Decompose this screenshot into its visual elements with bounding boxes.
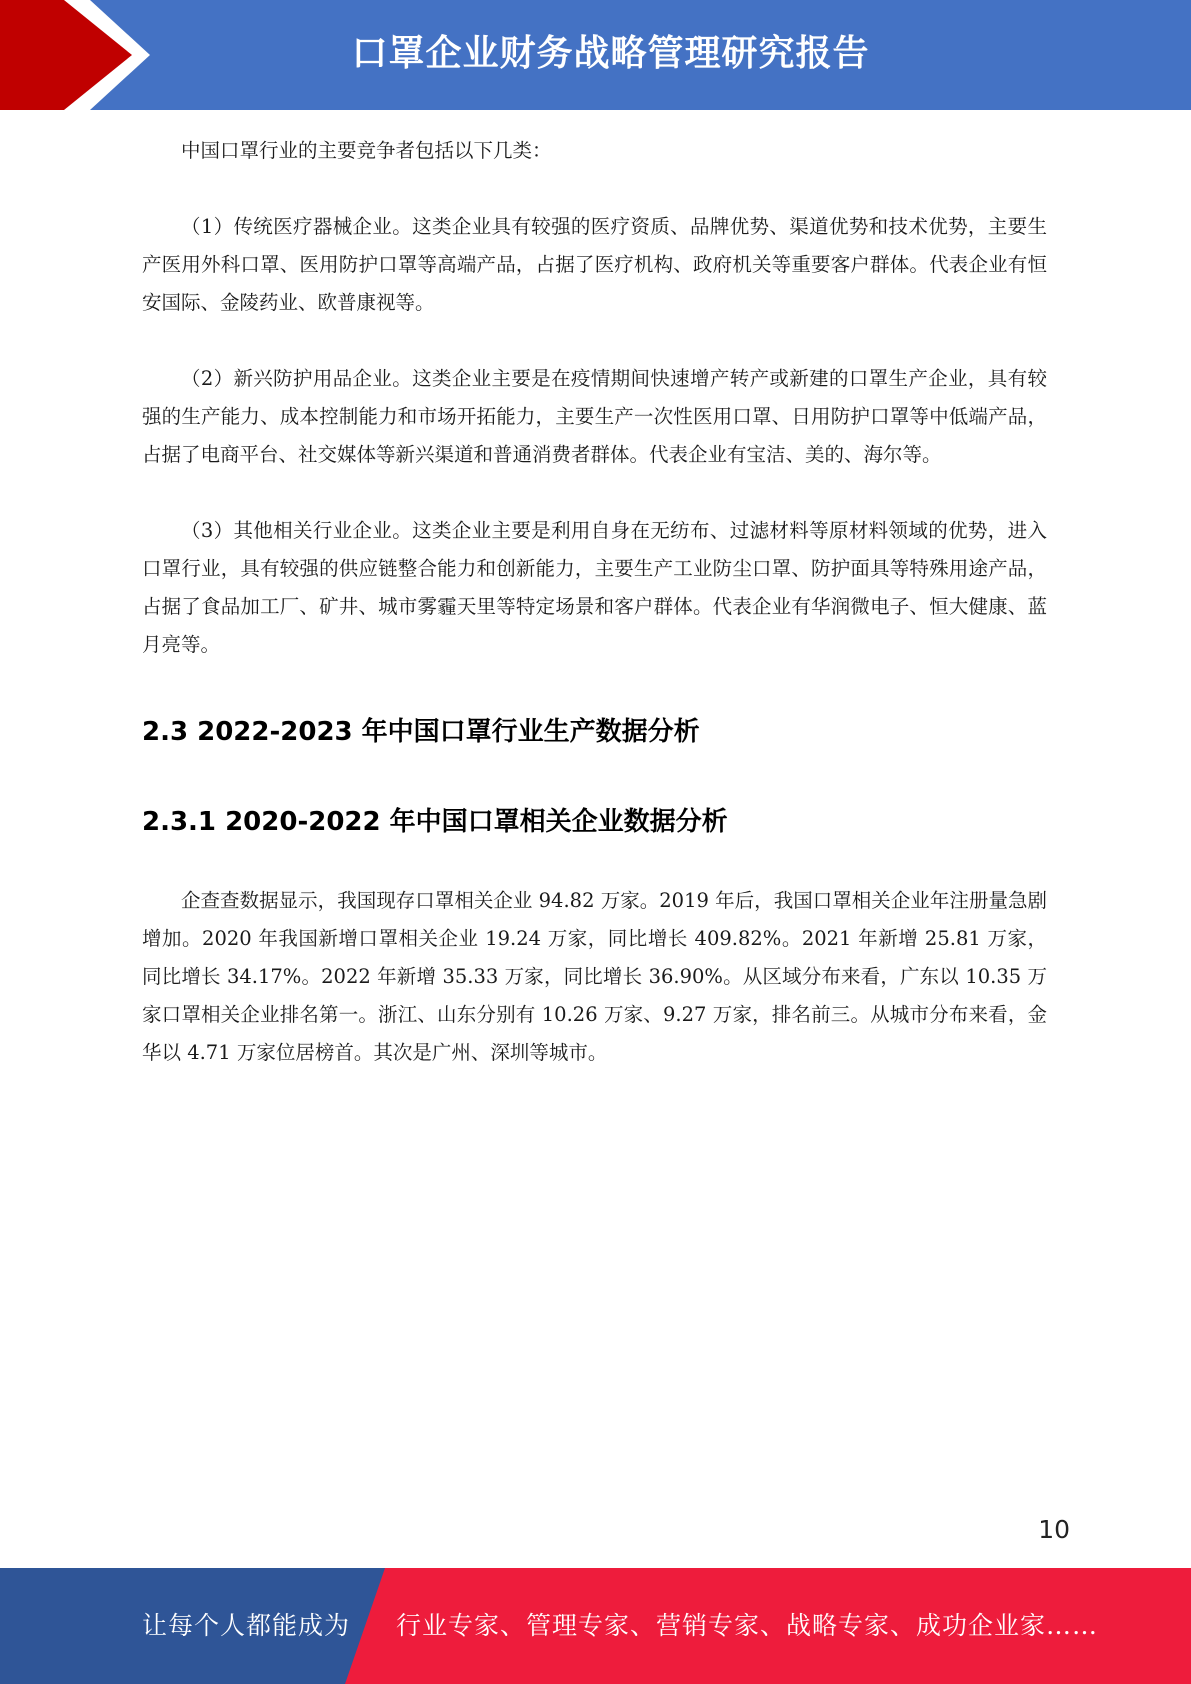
competitor-paragraph-1: （1）传统医疗器械企业。这类企业具有较强的医疗资质、品牌优势、渠道优势和技术优势，主要生产医用外科口罩、医用防护口罩等高端产品，占据了医疗机构、政府机关等重要客户群体。代表企业有恒安国际、金陵药业、欧普康视等。 [142,215,1047,314]
section-heading-2-3: 2.3 2022-2023 年中国口罩行业生产数据分析 [142,717,700,747]
competitor-paragraph-2: （2）新兴防护用品企业。这类企业主要是在疫情期间快速增产转产或新建的口罩生产企业，具有较强的生产能力、成本控制能力和市场开拓能力，主要生产一次性医用口罩、日用防护口罩等中低端产品，占据了电商平台、社交媒体等新兴渠道和普通消费者群体。代表企业有宝洁、美的、海尔等。 [142,367,1047,466]
intro-paragraph: 中国口罩行业的主要竞争者包括以下几类： [181,139,552,162]
header-banner [0,0,1191,110]
report-title: 口罩企业财务战略管理研究报告 [351,33,870,74]
document-body [142,132,1047,1072]
section-heading-2-3-1: 2.3.1 2020-2022 年中国口罩相关企业数据分析 [142,807,728,837]
page-number: 10 [1038,1515,1070,1544]
footer-slogan-right: 行业专家、管理专家、营销专家、战略专家、成功企业家…… [396,1611,1099,1640]
footer-slogan-left: 让每个人都能成为 [142,1611,351,1640]
competitor-paragraph-3: （3）其他相关行业企业。这类企业主要是利用自身在无纺布、过滤材料等原材料领域的优势，进入口罩行业，具有较强的供应链整合能力和创新能力，主要生产工业防尘口罩、防护面具等特殊用途产品，占据了食品加工厂、矿井、城市雾霾天里等特定场景和客户群体。代表企业有华润微电子、恒大健康、蓝月亮等。 [142,519,1047,656]
footer-banner [0,1568,1191,1684]
analysis-paragraph: 企查查数据显示，我国现存口罩相关企业 94.82 万家。2019 年后，我国口罩相关企业年注册量急剧增加。2020 年我国新增口罩相关企业 19.24 万家，同比增长 409.82%。2021 年新增 25.81 万家，同比增长 34.17%。2022 年新增 35.33 万家，同比增长 36.90%。从区域分布来看，广东以 10.35 万家口罩相关企业排名第一。浙江、山东分别有 10.26 万家、9.27 万家，排名前三。从城市分布来看，金华以 4.71 万家位居榜首。其次是广州、深圳等城市。 [142,889,1047,1064]
